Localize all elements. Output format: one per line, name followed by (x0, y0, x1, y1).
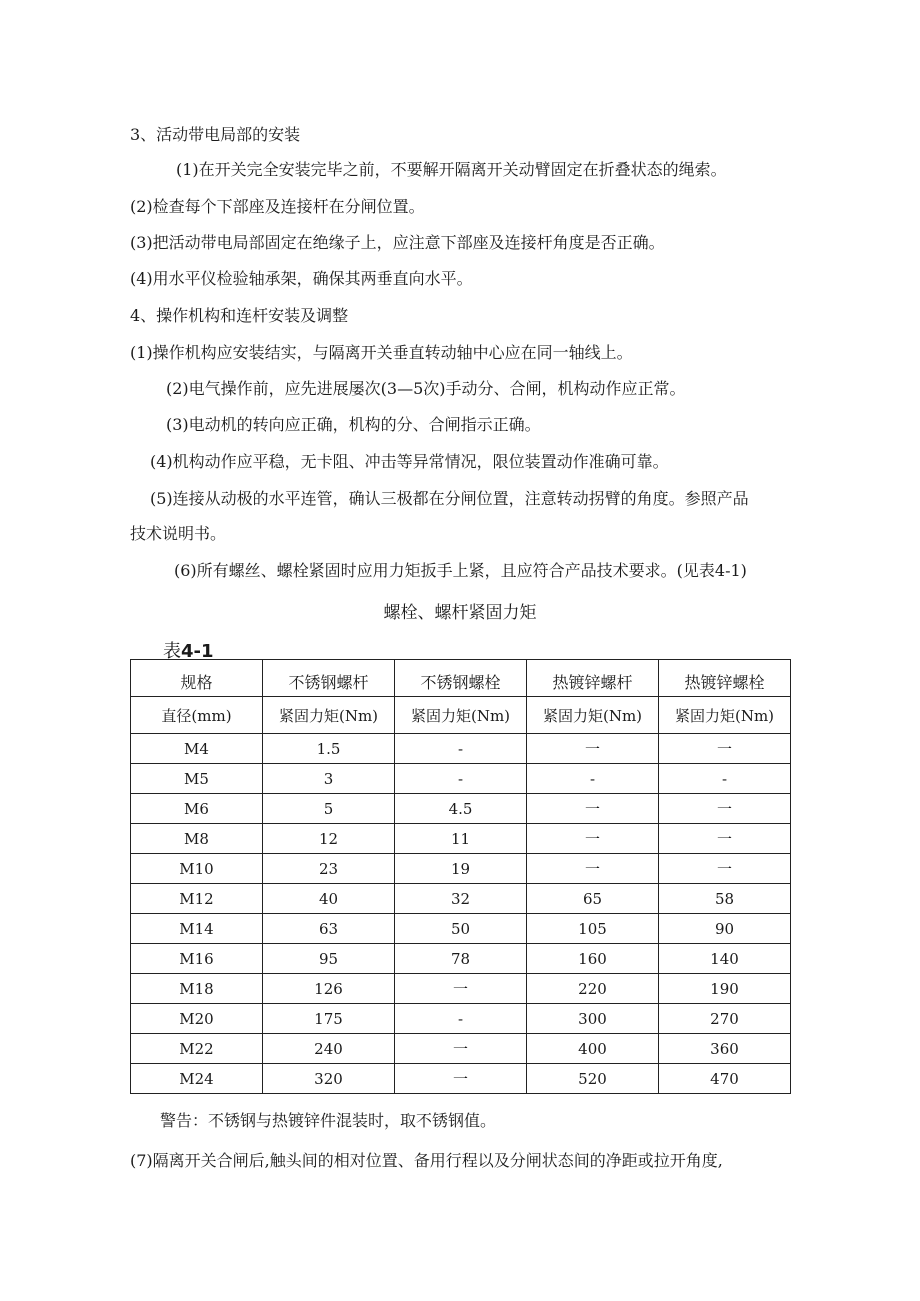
size-cell: M4 (131, 734, 263, 764)
size-cell: M5 (131, 764, 263, 794)
torque-cell: 360 (659, 1034, 791, 1064)
header-cell: 热镀锌螺栓 (659, 660, 791, 697)
warning-note: 警告：不锈钢与热镀锌件混装时，取不锈钢值。 (160, 1111, 497, 1130)
torque-cell: 32 (395, 884, 527, 914)
header-cell: 紧固力矩(Nm) (395, 697, 527, 734)
paragraph: (1)在开关完全安装完毕之前，不要解开隔离开关动臂固定在折叠状态的绳索。 (176, 160, 727, 179)
table-row (131, 1064, 791, 1094)
torque-cell: 一 (527, 824, 659, 854)
torque-cell: 1.5 (263, 734, 395, 764)
table-header-row (131, 697, 791, 734)
table-row (131, 794, 791, 824)
torque-cell: 一 (395, 974, 527, 1004)
table-label-number: 4-1 (181, 641, 214, 662)
header-cell: 紧固力矩(Nm) (659, 697, 791, 734)
torque-cell: 23 (263, 854, 395, 884)
torque-cell: 一 (659, 794, 791, 824)
torque-cell: 105 (527, 914, 659, 944)
paragraph: (6)所有螺丝、螺栓紧固时应用力矩扳手上紧，且应符合产品技术要求。(见表4-1) (174, 561, 747, 580)
torque-cell: 5 (263, 794, 395, 824)
table-row (131, 854, 791, 884)
table-row (131, 884, 791, 914)
paragraph: (5)连接从动极的水平连管，确认三极都在分闸位置，注意转动拐臂的角度。参照产品 (150, 489, 749, 508)
header-cell: 不锈钢螺栓 (395, 660, 527, 697)
torque-cell: 一 (527, 734, 659, 764)
torque-cell: 3 (263, 764, 395, 794)
paragraph-continuation: 技术说明书。 (130, 524, 227, 543)
torque-cell: - (527, 764, 659, 794)
torque-cell: 63 (263, 914, 395, 944)
torque-cell: 270 (659, 1004, 791, 1034)
torque-cell: 一 (395, 1034, 527, 1064)
torque-cell: 300 (527, 1004, 659, 1034)
table-row (131, 824, 791, 854)
section-4-heading: 4、操作机构和连杆安装及调整 (130, 306, 349, 325)
paragraph: (7)隔离开关合闸后,触头间的相对位置、备用行程以及分闸状态间的净距或拉开角度, (130, 1151, 723, 1170)
torque-cell: 58 (659, 884, 791, 914)
torque-cell: 一 (395, 1064, 527, 1094)
torque-cell: 160 (527, 944, 659, 974)
header-cell: 紧固力矩(Nm) (263, 697, 395, 734)
torque-cell: 一 (659, 734, 791, 764)
size-cell: M8 (131, 824, 263, 854)
torque-cell: 95 (263, 944, 395, 974)
size-cell: M10 (131, 854, 263, 884)
torque-table (130, 659, 791, 1094)
paragraph: (1)操作机构应安装结实，与隔离开关垂直转动轴中心应在同一轴线上。 (130, 343, 633, 362)
size-cell: M24 (131, 1064, 263, 1094)
torque-cell: 240 (263, 1034, 395, 1064)
torque-cell: 400 (527, 1034, 659, 1064)
torque-cell: - (395, 734, 527, 764)
torque-cell: 一 (659, 824, 791, 854)
table-row (131, 764, 791, 794)
paragraph: (4)用水平仪检验轴承架，确保其两垂直向水平。 (130, 269, 473, 288)
torque-cell: 一 (527, 854, 659, 884)
table-header-row (131, 660, 791, 697)
table-row (131, 734, 791, 764)
torque-cell: 65 (527, 884, 659, 914)
paragraph: (3)把活动带电局部固定在绝缘子上，应注意下部座及连接杆角度是否正确。 (130, 233, 665, 252)
torque-cell: 175 (263, 1004, 395, 1034)
torque-cell: 一 (527, 794, 659, 824)
torque-cell: 126 (263, 974, 395, 1004)
paragraph: (2)电气操作前，应先进展屡次(3—5次)手动分、合闸，机构动作应正常。 (166, 379, 686, 398)
torque-cell: 40 (263, 884, 395, 914)
torque-cell: - (659, 764, 791, 794)
table-row (131, 944, 791, 974)
torque-cell: 190 (659, 974, 791, 1004)
table-caption: 螺栓、螺杆紧固力矩 (383, 603, 537, 623)
table-row (131, 914, 791, 944)
torque-cell: 4.5 (395, 794, 527, 824)
header-cell: 直径(mm) (131, 697, 263, 734)
paragraph: (4)机构动作应平稳，无卡阻、冲击等异常情况，限位装置动作准确可靠。 (150, 452, 669, 471)
torque-cell: 90 (659, 914, 791, 944)
header-cell: 热镀锌螺杆 (527, 660, 659, 697)
size-cell: M18 (131, 974, 263, 1004)
size-cell: M20 (131, 1004, 263, 1034)
torque-cell: 12 (263, 824, 395, 854)
torque-cell: 50 (395, 914, 527, 944)
table-row (131, 1004, 791, 1034)
paragraph: (3)电动机的转向应正确，机构的分、合闸指示正确。 (166, 415, 541, 434)
table-row (131, 1034, 791, 1064)
size-cell: M14 (131, 914, 263, 944)
torque-cell: 520 (527, 1064, 659, 1094)
torque-cell: 11 (395, 824, 527, 854)
table-label-prefix: 表 (163, 641, 181, 662)
torque-cell: 78 (395, 944, 527, 974)
header-cell: 规格 (131, 660, 263, 697)
torque-cell: - (395, 764, 527, 794)
section-3-heading: 3、活动带电局部的安装 (130, 125, 301, 144)
torque-cell: 19 (395, 854, 527, 884)
size-cell: M22 (131, 1034, 263, 1064)
paragraph: (2)检查每个下部座及连接杆在分闸位置。 (130, 197, 425, 216)
torque-cell: 一 (659, 854, 791, 884)
size-cell: M16 (131, 944, 263, 974)
torque-cell: 220 (527, 974, 659, 1004)
torque-cell: 320 (263, 1064, 395, 1094)
torque-cell: 470 (659, 1064, 791, 1094)
header-cell: 不锈钢螺杆 (263, 660, 395, 697)
size-cell: M12 (131, 884, 263, 914)
table-row (131, 974, 791, 1004)
size-cell: M6 (131, 794, 263, 824)
header-cell: 紧固力矩(Nm) (527, 697, 659, 734)
torque-cell: 140 (659, 944, 791, 974)
torque-cell: - (395, 1004, 527, 1034)
